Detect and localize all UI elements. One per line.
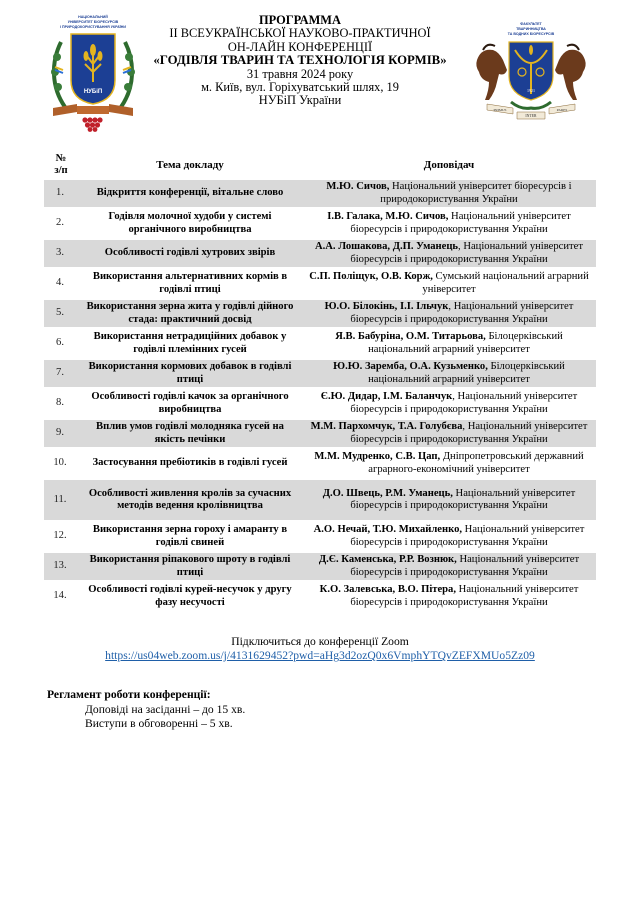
row-speaker bbox=[302, 450, 596, 477]
speaker-names: Ю.О. Білокінь, І.І. Ільчук bbox=[324, 301, 449, 313]
row-number: 14. bbox=[53, 590, 67, 602]
speaker-affiliation: Сумський національний аграрний університет bbox=[422, 271, 589, 295]
speaker-names: М.Ю. Сичов, bbox=[326, 181, 390, 193]
row-topic: Використання кормових добавок в годівлі птиці bbox=[78, 360, 302, 387]
row-topic: Особливості годівлі качок за органічного виробництва bbox=[91, 391, 289, 415]
row-number: 10. bbox=[53, 457, 67, 469]
speaker-affiliation: Національний університет біоресурсів і природокористування України bbox=[350, 554, 580, 578]
table-row bbox=[44, 420, 596, 447]
speaker-affiliation: Білоцерківський національний аграрний університет bbox=[368, 331, 563, 355]
zoom-label: Підключиться до конференції Zoom bbox=[231, 635, 409, 648]
row-speaker bbox=[302, 523, 596, 550]
conference-venue: НУБіП України bbox=[258, 93, 342, 108]
table-row bbox=[44, 523, 596, 550]
speaker-affiliation: Національний університет біоресурсів і природокористування України bbox=[380, 181, 572, 205]
conference-date: 31 травня 2024 року bbox=[246, 66, 354, 81]
zoom-link[interactable]: https://us04web.zoom.us/j/4131629452?pwd=aHg3d2ozQ0x6VmphYTQvZEFXMUo5Zz09 bbox=[105, 649, 535, 662]
row-speaker bbox=[302, 240, 596, 267]
crest-ribbon-text: PRIMUS bbox=[493, 108, 507, 112]
table-row bbox=[44, 330, 596, 357]
crest-caption-line: ФАКУЛЬТЕТ bbox=[520, 22, 542, 26]
row-topic: Використання нетрадиційних добавок у годівлі племінних гусей bbox=[93, 331, 287, 355]
row-speaker bbox=[302, 210, 596, 237]
speaker-affiliation: Дніпропетровський державний аграрного-економічний університет bbox=[368, 451, 584, 475]
emblem-caption-line: І ПРИРОДОКОРИСТУВАННЯ УКРАЇНИ bbox=[60, 25, 126, 29]
speaker-affiliation: , Національний університет біоресурсів і природокористування України bbox=[350, 421, 588, 445]
row-topic: Особливості годівлі курей-несучок у другу фазу несучості bbox=[88, 584, 292, 608]
row-speaker bbox=[302, 300, 596, 327]
table-row bbox=[44, 390, 596, 417]
speaker-affiliation: Національний університет біоресурсів і природокористування України bbox=[350, 487, 576, 511]
speaker-names: І.В. Галака, М.Ю. Сичов, bbox=[327, 211, 449, 223]
rules-item: Доповіді на засіданні – до 15 хв. bbox=[85, 702, 246, 716]
column-header-number bbox=[44, 153, 78, 177]
row-speaker bbox=[302, 330, 596, 357]
conference-title-block bbox=[150, 14, 450, 108]
row-speaker bbox=[302, 420, 596, 447]
speaker-names: Д.Є. Каменська, Р.Р. Вознюк, bbox=[318, 554, 457, 566]
table-row bbox=[44, 553, 596, 580]
crest-year: 1921 bbox=[527, 88, 535, 93]
speaker-affiliation: Національний університет біоресурсів і природокористування України bbox=[350, 524, 585, 548]
column-header-speaker: Доповідач bbox=[423, 158, 475, 171]
row-topic: Відкриття конференції, вітальне слово bbox=[78, 180, 302, 207]
row-speaker bbox=[302, 360, 596, 387]
conference-address: м. Київ, вул. Горіхуватський шлях, 19 bbox=[201, 80, 399, 95]
emblem-caption-line: НАЦІОНАЛЬНИЙ bbox=[78, 15, 108, 19]
row-number: 9. bbox=[44, 420, 78, 447]
row-number: 6. bbox=[56, 337, 64, 349]
conference-subtitle: ІІ ВСЕУКРАЇНСЬКОЇ НАУКОВО-ПРАКТИЧНОЇ bbox=[169, 26, 431, 41]
row-number: 12. bbox=[53, 530, 67, 542]
row-topic: Застосування пребіотиків в годівлі гусей bbox=[92, 457, 288, 469]
speaker-affiliation: , Національний університет біоресурсів і природокористування України bbox=[350, 301, 574, 325]
speaker-names: Є.Ю. Дидар, І.М. Баланчук bbox=[320, 391, 453, 403]
row-speaker bbox=[302, 180, 596, 207]
row-topic: Використання альтернативних кормів в годівлі птиці bbox=[92, 271, 288, 295]
rules-item: Виступи в обговоренні – 5 хв. bbox=[85, 717, 233, 731]
column-header-topic: Тема докладу bbox=[156, 158, 224, 171]
speaker-affiliation: Національний університет біоресурсів і природокористування України bbox=[350, 211, 571, 235]
crest-ribbon-text: INTER bbox=[525, 114, 537, 118]
header-number-label: з/п bbox=[54, 165, 68, 176]
speaker-affiliation: , Національний університет біоресурсів і природокористування України bbox=[350, 241, 584, 265]
row-number: 2. bbox=[56, 217, 64, 229]
row-speaker bbox=[302, 553, 596, 580]
faculty-horses-crest-icon bbox=[467, 20, 595, 120]
table-row bbox=[44, 450, 596, 477]
row-topic: Використання зерна гороху і амаранту в годівлі свиней bbox=[92, 524, 288, 548]
speaker-affiliation: Національний університет біоресурсів і природокористування України bbox=[350, 584, 579, 608]
row-number: 8. bbox=[56, 397, 64, 409]
row-number: 3. bbox=[44, 240, 78, 267]
row-number: 5. bbox=[44, 300, 78, 327]
speaker-names: С.П. Поліщук, О.В. Корж, bbox=[309, 271, 433, 283]
table-row bbox=[44, 360, 596, 387]
header-number-symbol: № bbox=[55, 153, 67, 164]
table-row bbox=[44, 180, 596, 207]
speaker-affiliation: Білоцерківський національний аграрний університет bbox=[368, 361, 565, 385]
row-number: 4. bbox=[56, 277, 64, 289]
row-topic: Особливості годівлі хутрових звірів bbox=[78, 240, 302, 267]
crest-caption-line: ТА ВОДНИХ БІОРЕСУРСІВ bbox=[507, 32, 555, 36]
row-topic: Використання ріпакового шроту в годівлі птиці bbox=[78, 553, 302, 580]
speaker-affiliation: , Національний університет біоресурсів і природокористування України bbox=[350, 391, 578, 415]
row-topic: Використання зерна жита у годівлі дійного стада: практичний досвід bbox=[78, 300, 302, 327]
program-title: ПРОГРАММА bbox=[259, 13, 341, 27]
rules-heading: Регламент роботи конференції: bbox=[47, 688, 211, 701]
row-number: 1. bbox=[44, 180, 78, 207]
nubip-university-emblem-icon bbox=[47, 12, 139, 132]
document-header bbox=[0, 0, 640, 140]
speaker-names: А.О. Нечай, Т.Ю. Михайленко, bbox=[313, 524, 463, 536]
table-row bbox=[44, 583, 596, 610]
row-topic: Особливості живлення кролів за сучасних методів ведення кролівництва bbox=[78, 480, 302, 520]
crest-ribbon-text: PARES bbox=[556, 108, 568, 112]
row-topic: Годівля молочної худоби у системі органічного виробництва bbox=[108, 211, 272, 235]
row-speaker bbox=[302, 480, 596, 520]
speaker-names: Д.О. Швець, Р.М. Уманець, bbox=[322, 487, 453, 499]
table-row bbox=[44, 240, 596, 267]
table-row bbox=[44, 480, 596, 520]
crest-caption-line: ТВАРИННИЦТВА bbox=[516, 27, 546, 31]
conference-name: «ГОДІВЛЯ ТВАРИН ТА ТЕХНОЛОГІЯ КОРМІВ» bbox=[153, 53, 447, 68]
row-number: 13. bbox=[44, 553, 78, 580]
row-speaker bbox=[302, 270, 596, 297]
speaker-names: Ю.Ю. Заремба, О.А. Кузьменко, bbox=[333, 361, 488, 373]
program-table bbox=[44, 150, 596, 613]
table-row bbox=[44, 300, 596, 327]
speaker-names: М.М. Мудренко, С.В. Цап, bbox=[314, 451, 441, 463]
conference-rules bbox=[47, 688, 245, 732]
table-row bbox=[44, 210, 596, 237]
row-number: 7. bbox=[44, 360, 78, 387]
table-header-row bbox=[44, 153, 596, 177]
conference-subtitle: ОН-ЛАЙН КОНФЕРЕНЦІЇ bbox=[227, 39, 373, 54]
row-number: 11. bbox=[44, 480, 78, 520]
row-topic: Вплив умов годівлі молодняка гусей на якість печінки bbox=[78, 420, 302, 447]
speaker-names: А.А. Лошакова, Д.П. Уманець bbox=[314, 241, 459, 253]
speaker-names: К.О. Залевська, В.О. Пітера, bbox=[319, 584, 457, 596]
speaker-names: Я.В. Бабуріна, О.М. Титарьова, bbox=[335, 331, 486, 343]
emblem-caption-line: УНІВЕРСИТЕТ БІОРЕСУРСІВ bbox=[67, 20, 119, 24]
speaker-names: М.М. Пархомчук, Т.А. Голубєва bbox=[310, 421, 463, 433]
emblem-shield-text: НУБіП bbox=[83, 89, 103, 95]
table-row bbox=[44, 270, 596, 297]
row-speaker bbox=[302, 583, 596, 610]
row-speaker bbox=[302, 390, 596, 417]
zoom-section bbox=[0, 635, 640, 663]
